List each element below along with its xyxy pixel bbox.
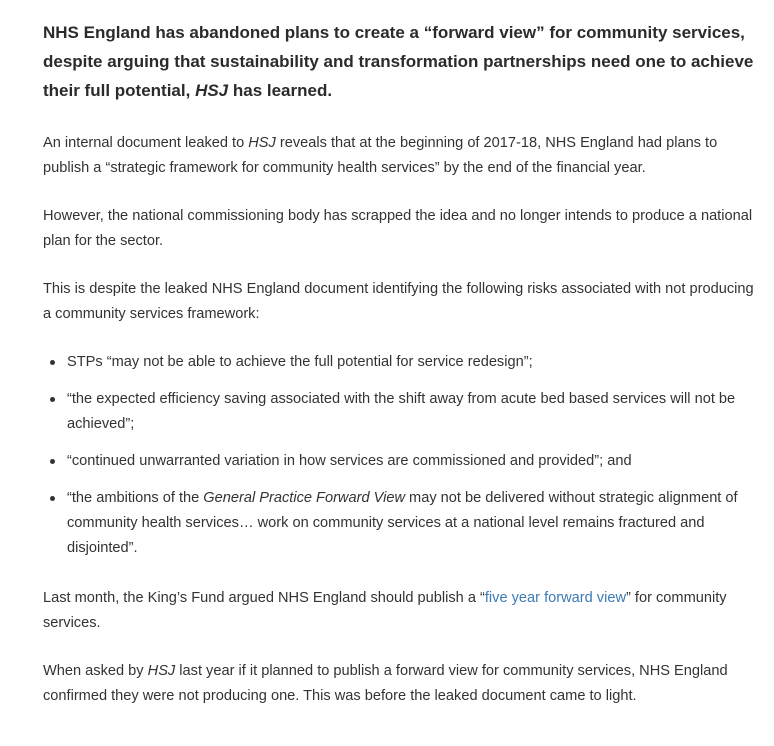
lede-text-start: NHS England has abandoned plans to create a “forward view” for community services, despite arguing that sustainability and transformation partnerships need one to achieve their full potential,: [43, 23, 754, 100]
risk-text: “continued unwarranted variation in how services are commissioned and provided”; and: [67, 453, 632, 469]
article-lede: [43, 18, 754, 105]
lede-publication-name: HSJ: [195, 81, 229, 100]
list-item: [43, 449, 754, 474]
paragraph-confirmation-start: When asked by: [43, 663, 148, 679]
paragraph-leak-start: An internal document leaked to: [43, 135, 249, 151]
paragraph-scrapped: However, the national commissioning body has scrapped the idea and no longer intends to produce a national plan for the sector.: [43, 208, 753, 249]
risk-text: STPs “may not be able to achieve the full potential for service redesign”;: [67, 354, 533, 370]
paragraph-leak-end: reveals that at the beginning of 2017-18, NHS England had plans to publish a “strategic framework for community health services” by the end of the financial year.: [43, 135, 718, 176]
lede-text-end: has learned.: [228, 81, 333, 100]
paragraph-kings-fund: [43, 586, 754, 636]
paragraph-leak-publication: HSJ: [248, 135, 276, 151]
risk-text-start: “the ambitions of the: [67, 490, 204, 506]
risk-document-title: General Practice Forward View: [203, 490, 405, 506]
bullet-icon: [50, 360, 55, 365]
bullet-icon: [50, 459, 55, 464]
paragraph-risks-intro: This is despite the leaked NHS England document identifying the following risks associated with not producing a community services framework:: [43, 281, 754, 322]
list-item: [43, 486, 754, 561]
paragraph-leak: [43, 131, 754, 181]
risk-text-end: may not be delivered without strategic alignment of community health services… work on community services at a national level remains fractured and disjointed”.: [67, 490, 738, 556]
bullet-icon: [50, 496, 55, 501]
bullet-icon: [50, 397, 55, 402]
five-year-forward-view-link[interactable]: five year forward view: [484, 590, 626, 606]
paragraph-kings-fund-start: Last month, the King’s Fund argued NHS England should publish a “: [43, 590, 485, 606]
paragraph-confirmation-publication: HSJ: [147, 663, 176, 679]
list-item: [43, 350, 754, 375]
risks-list: [43, 350, 754, 561]
paragraph-confirmation-end: last year if it planned to publish a forward view for community services, NHS England confirmed they were not producing one. This was before the leaked document came to light.: [43, 663, 728, 704]
risk-text: “the expected efficiency saving associated with the shift away from acute bed based services will not be achieved”;: [67, 391, 736, 432]
list-item: [43, 387, 754, 437]
paragraph-confirmation: [43, 659, 754, 709]
paragraph-kings-fund-end: ” for community services.: [43, 590, 727, 631]
